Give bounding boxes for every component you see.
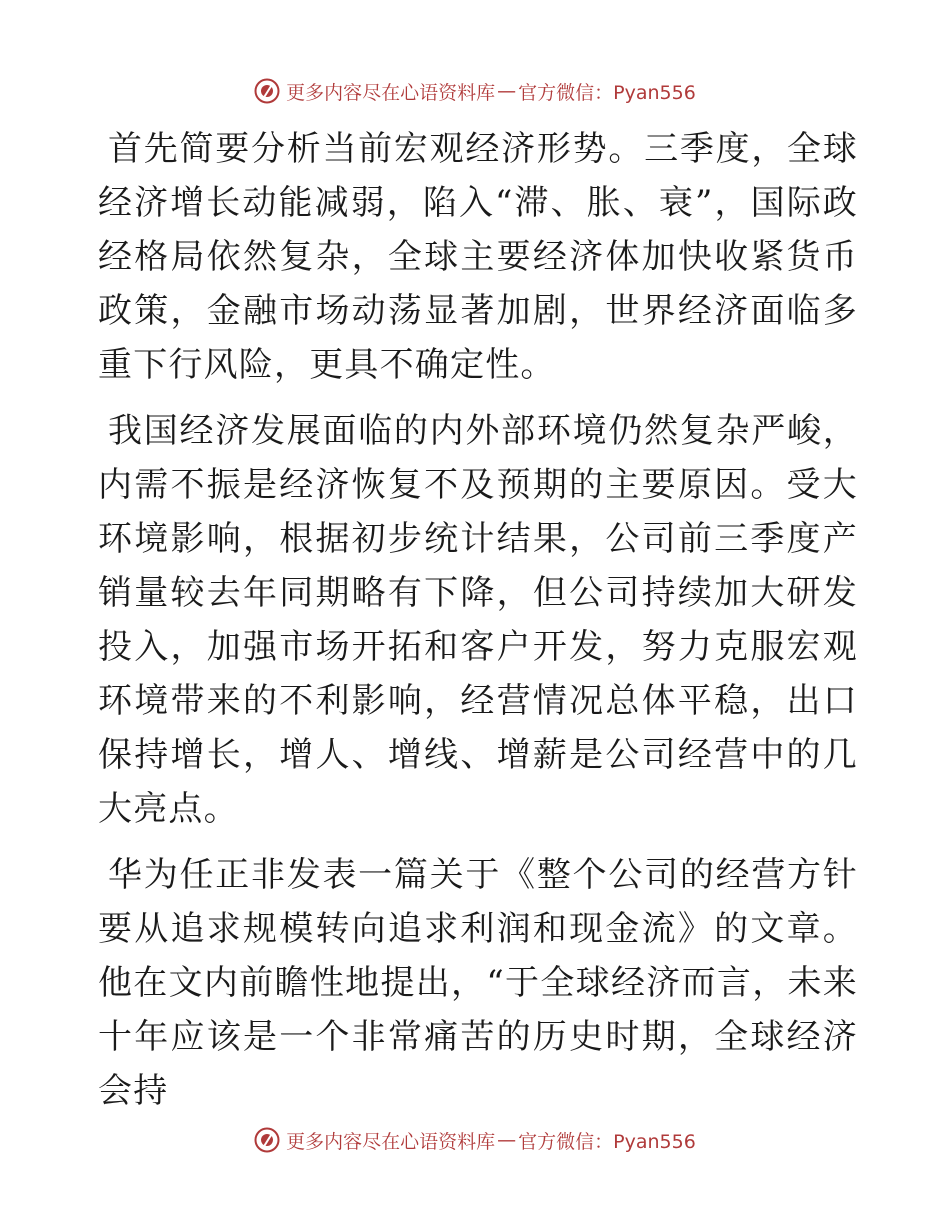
header-watermark [0, 76, 950, 106]
brand-seal-icon [254, 1127, 280, 1153]
paragraph-huawei-quote: 华为任正非发表一篇关于《整个公司的经营方针要从追求规模转向追求利润和现金流》的文章。他在文内前瞻性地提出，“于全球经济而言，未来十年应该是一个非常痛苦的历史时期，全球经济会持 [98, 855, 858, 1111]
watermark-separator: — [497, 1129, 517, 1151]
watermark-contact: 官方微信：Pyan556 [518, 81, 696, 104]
document-body [98, 122, 858, 1130]
watermark-separator: — [497, 80, 517, 102]
footer-watermark [0, 1125, 950, 1155]
paragraph-company-performance: 我国经济发展面临的内外部环境仍然复杂严峻，内需不振是经济恢复不及预期的主要原因。受大环境影响，根据初步统计结果，公司前三季度产销量较去年同期略有下降，但公司持续加大研发投入，加强市场开拓和客户开发，努力克服宏观环境带来的不利影响，经营情况总体平稳，出口保持增长，增人、增线、增薪是公司经营中的几大亮点。 [98, 411, 858, 829]
paragraph-macro-outlook: 首先简要分析当前宏观经济形势。三季度，全球经济增长动能减弱，陷入“滞、胀、衰”，国际政经格局依然复杂，全球主要经济体加快收紧货币政策，金融市场动荡显著加剧，世界经济面临多重下行风险，更具不确定性。 [98, 129, 858, 385]
brand-seal-icon [254, 78, 280, 104]
watermark-contact: 官方微信：Pyan556 [518, 1130, 696, 1153]
watermark-text: 更多内容尽在心语资料库 [286, 81, 496, 104]
watermark-text: 更多内容尽在心语资料库 [286, 1130, 496, 1153]
